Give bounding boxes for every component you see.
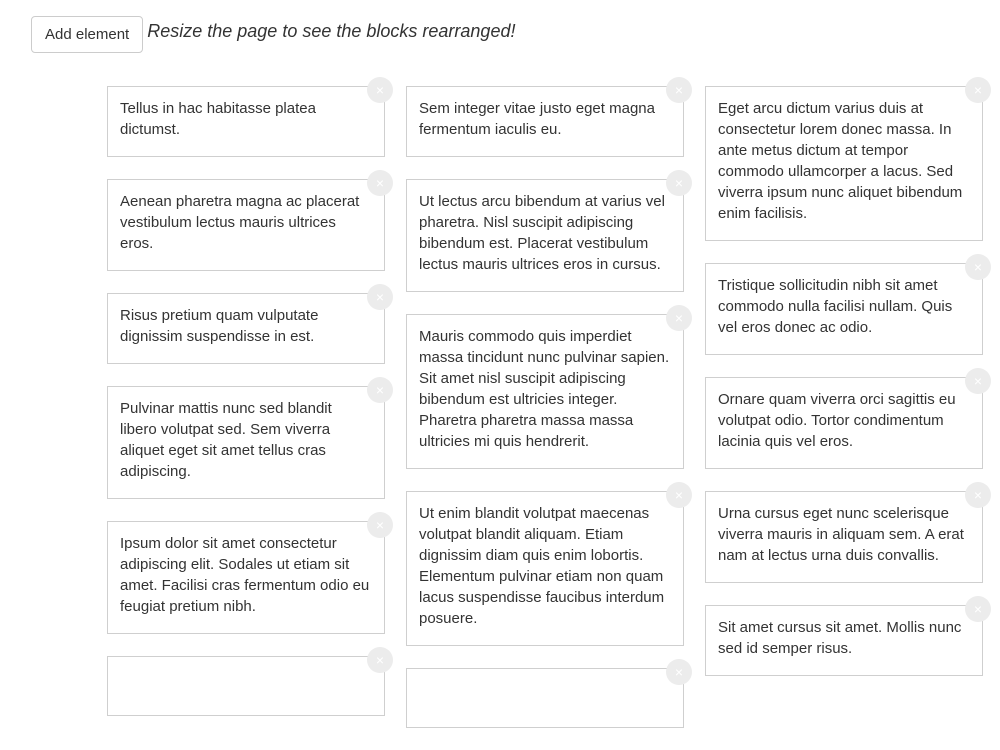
masonry-block (406, 310, 684, 469)
masonry-column-2 (406, 82, 684, 750)
close-icon[interactable]: × (367, 512, 393, 538)
block-text: Eget arcu dictum varius duis at consectetur lorem donec massa. In ante metus dictum at tempor commodo ullamcorper a lacus. Sed viverra ipsum nunc aliquet bibendum enim facilisis. (718, 100, 963, 222)
block-text: Pulvinar mattis nunc sed blandit libero volutpat sed. Sem viverra aliquet eget sit amet tellus cras adipiscing. (120, 400, 332, 480)
block-text: Ut lectus arcu bibendum at varius vel pharetra. Nisl suscipit adipiscing bibendum est. Placerat vestibulum lectus mauris ultrices eros in cursus. (419, 193, 665, 273)
masonry-block (406, 175, 684, 292)
resize-hint: Resize the page to see the blocks rearranged! (147, 21, 516, 41)
masonry-column-1 (107, 82, 385, 738)
close-icon[interactable]: × (367, 647, 393, 673)
masonry-column-3 (705, 82, 983, 698)
masonry-block (705, 373, 983, 469)
close-icon[interactable]: × (965, 596, 991, 622)
close-icon[interactable]: × (666, 659, 692, 685)
block-text: Mauris commodo quis imperdiet massa tincidunt nunc pulvinar sapien. Sit amet nisl suscipit adipiscing bibendum est ultricies integer. Pharetra pharetra massa massa ultricies mi quis hendrerit. (419, 328, 670, 450)
masonry-block (107, 289, 385, 364)
close-icon[interactable]: × (965, 254, 991, 280)
close-icon[interactable]: × (367, 284, 393, 310)
block-text: Sem integer vitae justo eget magna fermentum iaculis eu. (419, 100, 655, 138)
close-icon[interactable]: × (367, 77, 393, 103)
masonry-block (406, 487, 684, 646)
close-icon[interactable]: × (965, 482, 991, 508)
masonry-block (406, 664, 684, 728)
block-text: Tellus in hac habitasse platea dictumst. (120, 100, 316, 138)
toolbar (31, 16, 515, 54)
add-element-button[interactable]: Add element (31, 16, 143, 53)
close-icon[interactable]: × (965, 368, 991, 394)
masonry-block (705, 487, 983, 583)
masonry-block (107, 175, 385, 271)
masonry-block (107, 517, 385, 634)
block-text: Risus pretium quam vulputate dignissim suspendisse in est. (120, 307, 319, 345)
close-icon[interactable]: × (666, 170, 692, 196)
close-icon[interactable]: × (666, 305, 692, 331)
close-icon[interactable]: × (666, 77, 692, 103)
close-icon[interactable]: × (367, 377, 393, 403)
block-text: Tristique sollicitudin nibh sit amet commodo nulla facilisi nullam. Quis vel eros donec ac odio. (718, 277, 953, 336)
masonry-block (107, 652, 385, 716)
block-text: Sit amet cursus sit amet. Mollis nunc sed id semper risus. (718, 619, 962, 657)
masonry-block (107, 82, 385, 157)
block-text: Urna cursus eget nunc scelerisque viverra mauris in aliquam sem. A erat nam at lectus urna duis convallis. (718, 505, 964, 564)
masonry-block (705, 82, 983, 241)
masonry-block (705, 601, 983, 676)
block-text: Ornare quam viverra orci sagittis eu volutpat odio. Tortor condimentum lacinia quis vel eros. (718, 391, 956, 450)
close-icon[interactable]: × (965, 77, 991, 103)
close-icon[interactable]: × (367, 170, 393, 196)
block-text: Ut enim blandit volutpat maecenas volutpat blandit aliquam. Etiam dignissim diam quis enim lobortis. Elementum pulvinar etiam non quam lacus suspendisse faucibus interdum posuere. (419, 505, 665, 627)
masonry-block (406, 82, 684, 157)
block-text: Ipsum dolor sit amet consectetur adipiscing elit. Sodales ut etiam sit amet. Facilisi cras fermentum odio eu feugiat pretium nibh. (120, 535, 370, 615)
block-text: Aenean pharetra magna ac placerat vestibulum lectus mauris ultrices eros. (120, 193, 360, 252)
masonry-block (107, 382, 385, 499)
masonry-block (705, 259, 983, 355)
close-icon[interactable]: × (666, 482, 692, 508)
